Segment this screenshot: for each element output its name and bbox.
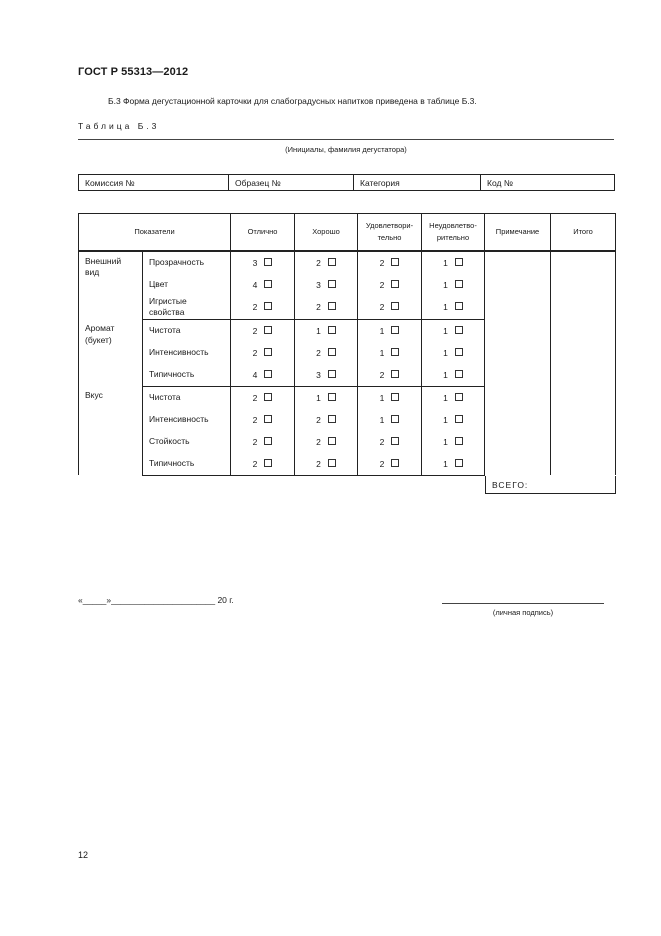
taster-caption: (Инициалы, фамилия дегустатора) [285, 145, 407, 154]
checkbox-icon[interactable] [264, 348, 272, 356]
score-value: 1 [443, 325, 448, 336]
note-cell[interactable] [485, 251, 551, 319]
page-number: 12 [78, 850, 89, 860]
score-cell-good [295, 409, 358, 431]
score-value: 2 [252, 347, 258, 358]
score-value: 2 [379, 369, 385, 380]
score-value: 2 [252, 414, 258, 425]
indicator-label: Интенсивность [143, 409, 231, 431]
checkbox-icon[interactable] [264, 415, 272, 423]
checkbox-icon[interactable] [328, 415, 336, 423]
score-cell-unsatisfactory [422, 274, 485, 296]
indicator-label: Прозрачность [143, 251, 231, 274]
group-name: Аромат [85, 323, 115, 334]
checkbox-icon[interactable] [391, 326, 399, 334]
score-cell-excellent [231, 409, 295, 431]
score-cell-excellent [231, 431, 295, 453]
score-value: 3 [316, 369, 321, 380]
checkbox-icon[interactable] [391, 258, 399, 266]
checkbox-icon[interactable] [264, 437, 272, 445]
score-value: 1 [443, 392, 448, 403]
score-value: 1 [443, 414, 448, 425]
score-cell-satisfactory [358, 296, 422, 319]
group-name-cont: вид [85, 267, 100, 278]
score-value: 1 [379, 392, 385, 403]
code-field[interactable]: Код № [481, 175, 615, 191]
score-value: 2 [379, 280, 385, 290]
score-cell-unsatisfactory [422, 409, 485, 431]
score-cell-unsatisfactory [422, 342, 485, 364]
score-value: 3 [316, 280, 321, 290]
score-cell-excellent [231, 296, 295, 319]
score-cell-good [295, 251, 358, 274]
score-value: 4 [252, 280, 258, 290]
checkbox-icon[interactable] [264, 393, 272, 401]
score-cell-satisfactory [358, 364, 422, 387]
checkbox-icon[interactable] [455, 326, 463, 334]
score-cell-excellent [231, 319, 295, 342]
checkbox-icon[interactable] [455, 370, 463, 378]
checkbox-icon[interactable] [328, 302, 336, 310]
checkbox-icon[interactable] [328, 459, 336, 467]
checkbox-icon[interactable] [391, 437, 399, 445]
score-cell-unsatisfactory [422, 453, 485, 476]
score-cell-excellent [231, 251, 295, 274]
group-name: Внешний [85, 256, 122, 266]
checkbox-icon[interactable] [391, 415, 399, 423]
checkbox-icon[interactable] [264, 326, 272, 334]
score-value: 2 [252, 458, 258, 469]
score-value: 1 [316, 392, 321, 403]
score-cell-good [295, 453, 358, 476]
score-value: 2 [316, 347, 321, 358]
checkbox-icon[interactable] [455, 258, 463, 266]
score-cell-excellent [231, 342, 295, 364]
score-value: 1 [443, 436, 448, 447]
checkbox-icon[interactable] [455, 280, 463, 288]
document-title: ГОСТ Р 55313—2012 [78, 66, 189, 78]
score-value: 2 [379, 436, 385, 447]
score-cell-unsatisfactory [422, 386, 485, 409]
checkbox-icon[interactable] [391, 280, 399, 288]
score-value: 2 [379, 458, 385, 469]
col-header-excellent: Отлично [231, 214, 295, 252]
indicator-label: Чистота [143, 386, 231, 409]
score-cell-excellent [231, 453, 295, 476]
indicator-label: Стойкость [143, 431, 231, 453]
score-cell-excellent [231, 364, 295, 387]
score-cell-unsatisfactory [422, 431, 485, 453]
score-value: 1 [379, 325, 385, 336]
indicator-group [79, 386, 143, 475]
score-cell-satisfactory [358, 251, 422, 274]
checkbox-icon[interactable] [264, 370, 272, 378]
table-row [79, 251, 616, 274]
score-cell-satisfactory [358, 431, 422, 453]
checkbox-icon[interactable] [455, 415, 463, 423]
score-value: 2 [316, 414, 321, 425]
score-value: 4 [252, 369, 258, 380]
score-cell-unsatisfactory [422, 251, 485, 274]
score-cell-good [295, 364, 358, 387]
checkbox-icon[interactable] [328, 280, 336, 288]
col-header-total: Итого [551, 214, 616, 252]
total-cell[interactable] [551, 386, 616, 475]
score-cell-satisfactory [358, 319, 422, 342]
score-value: 2 [316, 458, 321, 469]
score-value: 1 [443, 302, 448, 313]
checkbox-icon[interactable] [391, 302, 399, 310]
score-cell-good [295, 386, 358, 409]
indicator-label: Игристые свойства [143, 296, 231, 319]
score-value: 3 [252, 258, 258, 268]
score-cell-unsatisfactory [422, 364, 485, 387]
indicator-group [79, 251, 143, 319]
score-cell-satisfactory [358, 386, 422, 409]
table-label: Таблица Б.3 [78, 121, 160, 131]
checkbox-icon[interactable] [391, 370, 399, 378]
score-value: 2 [316, 302, 321, 313]
checkbox-icon[interactable] [264, 302, 272, 310]
score-value: 2 [379, 258, 385, 268]
checkbox-icon[interactable] [328, 348, 336, 356]
score-cell-unsatisfactory [422, 319, 485, 342]
checkbox-icon[interactable] [455, 437, 463, 445]
indicator-label: Интенсивность [143, 342, 231, 364]
col-header-indicators: Показатели [79, 214, 231, 252]
score-cell-good [295, 274, 358, 296]
indicator-label: Чистота [143, 319, 231, 342]
grand-total-cell[interactable] [485, 476, 616, 494]
score-value: 2 [252, 325, 258, 336]
score-value: 1 [443, 347, 448, 358]
checkbox-icon[interactable] [328, 393, 336, 401]
score-cell-satisfactory [358, 274, 422, 296]
score-value: 1 [443, 369, 448, 380]
score-cell-good [295, 319, 358, 342]
sample-field[interactable]: Образец № [229, 175, 354, 191]
score-value: 2 [379, 302, 385, 313]
checkbox-icon[interactable] [391, 348, 399, 356]
tasting-score-table [78, 213, 616, 476]
checkbox-icon[interactable] [455, 302, 463, 310]
checkbox-icon[interactable] [391, 459, 399, 467]
checkbox-icon[interactable] [391, 393, 399, 401]
checkbox-icon[interactable] [264, 459, 272, 467]
signature-caption: (личная подпись) [492, 608, 554, 617]
score-value: 2 [252, 436, 258, 447]
score-value: 1 [443, 458, 448, 469]
indicator-label: Типичность [143, 453, 231, 476]
col-header-note: Примечание [485, 214, 551, 252]
col-header-unsatisfactory: Неудовлетво- рительно [422, 214, 485, 252]
score-value: 1 [379, 414, 385, 425]
score-cell-good [295, 296, 358, 319]
checkbox-icon[interactable] [328, 370, 336, 378]
score-cell-good [295, 431, 358, 453]
signature-line[interactable] [442, 603, 604, 604]
score-value: 1 [443, 280, 448, 290]
intro-paragraph: Б.3 Форма дегустационной карточки для слабоградусных напитков приведена в таблице Б.3. [108, 96, 477, 106]
category-field[interactable]: Категория [354, 175, 481, 191]
score-cell-good [295, 342, 358, 364]
total-cell[interactable] [551, 251, 616, 319]
group-name-cont: (букет) [85, 334, 112, 345]
checkbox-icon[interactable] [328, 258, 336, 266]
score-cell-satisfactory [358, 453, 422, 476]
indicator-group [79, 319, 143, 386]
score-value: 2 [316, 258, 321, 268]
checkbox-icon[interactable] [328, 437, 336, 445]
checkbox-icon[interactable] [328, 326, 336, 334]
checkbox-icon[interactable] [455, 393, 463, 401]
group-name: Вкус [85, 390, 103, 401]
taster-name-line[interactable] [78, 139, 614, 140]
indicator-label: Цвет [143, 274, 231, 296]
score-value: 1 [379, 347, 385, 358]
score-cell-excellent [231, 274, 295, 296]
score-cell-unsatisfactory [422, 296, 485, 319]
score-value: 2 [252, 302, 258, 313]
indicator-label: Типичность [143, 364, 231, 387]
commission-field[interactable]: Комиссия № [79, 175, 229, 191]
table-row [79, 319, 616, 342]
score-value: 1 [316, 325, 321, 336]
score-cell-excellent [231, 386, 295, 409]
grand-total-label: ВСЕГО: [492, 480, 529, 490]
score-cell-satisfactory [358, 409, 422, 431]
total-cell[interactable] [551, 319, 616, 386]
checkbox-icon[interactable] [455, 459, 463, 467]
score-value: 1 [443, 258, 448, 268]
checkbox-icon[interactable] [264, 280, 272, 288]
col-header-good: Хорошо [295, 214, 358, 252]
sample-info-table [78, 174, 615, 191]
note-cell[interactable] [485, 386, 551, 475]
score-value: 2 [252, 392, 258, 403]
checkbox-icon[interactable] [264, 258, 272, 266]
col-header-satisfactory: Удовлетвори- тельно [358, 214, 422, 252]
checkbox-icon[interactable] [455, 348, 463, 356]
note-cell[interactable] [485, 319, 551, 386]
score-cell-satisfactory [358, 342, 422, 364]
table-row [79, 386, 616, 409]
score-value: 2 [316, 436, 321, 447]
date-line[interactable]: «_____»______________________ 20 г. [78, 595, 234, 605]
